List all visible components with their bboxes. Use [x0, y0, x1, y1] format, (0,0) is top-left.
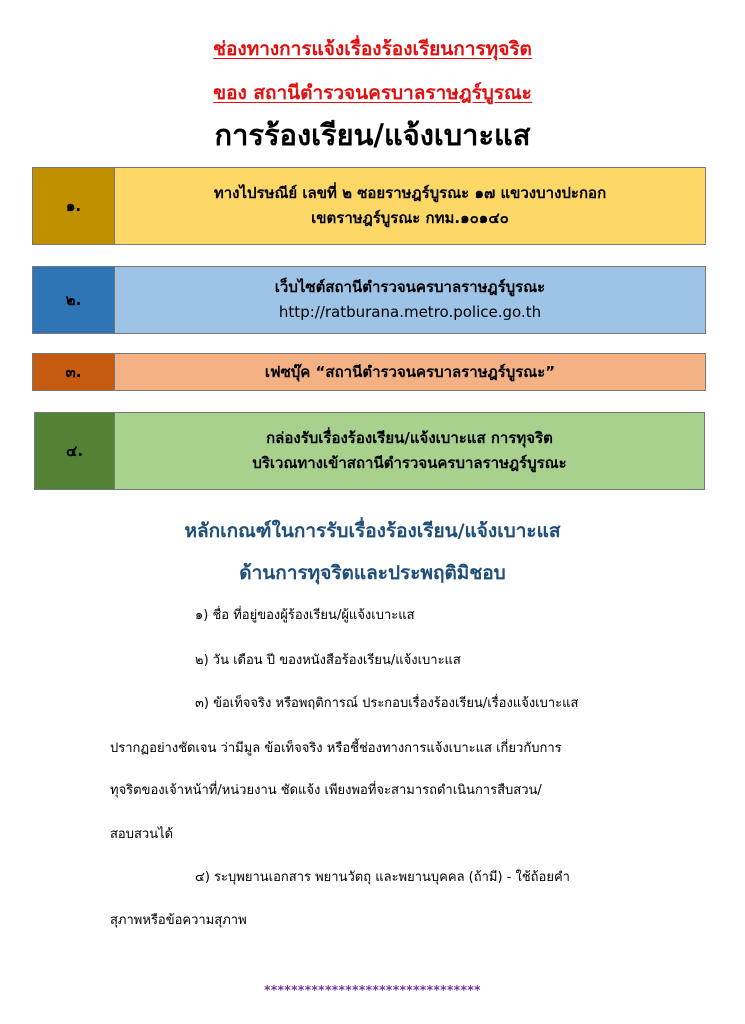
- website-url[interactable]: http://ratburana.metro.police.go.th: [278, 303, 542, 321]
- document-subtitle: การร้องเรียน/แจ้งเบาะแส: [214, 118, 531, 152]
- channel-text: [115, 267, 705, 333]
- criteria-item-3-cont: ปรากฏอย่างชัดเจน ว่ามีมูล ข้อเท็จจริง หรือชี้ช่องทางการแจ้งเบาะแส เกี่ยวกับการ: [110, 741, 562, 756]
- criteria-item-4: ๔) ระบุพยานเอกสาร พยานวัตถุ และพยานบุคคล (ถ้ามี) - ใช้ถ้อยคำ: [195, 870, 570, 885]
- channel-row-facebook: [32, 353, 706, 391]
- criteria-item-3-cont: ทุจริตของเจ้าหน้าที่/หน่วยงาน ชัดแจ้ง เพียงพอที่จะสามารถดำเนินการสืบสวน/: [110, 783, 542, 798]
- channel-number: ๓.: [33, 354, 115, 390]
- channel-text: [115, 168, 705, 244]
- channel-line: กล่องรับเรื่องร้องเรียน/แจ้งเบาะแส การทุจริต: [266, 429, 553, 447]
- channel-text: [115, 413, 704, 489]
- channel-row-website: [32, 266, 706, 334]
- document-title-line2: ของ สถานีตำรวจนครบาลราษฎร์บูรณะ: [213, 82, 532, 104]
- channel-line: เขตราษฎร์บูรณะ กทม.๑๐๑๔๐: [311, 209, 509, 227]
- criteria-item-3-cont: สอบสวนได้: [110, 827, 174, 842]
- criteria-item-2: ๒) วัน เดือน ปี ของหนังสือร้องเรียน/แจ้งเบาะแส: [195, 653, 461, 668]
- channel-line: เว็บไซต์สถานีตำรวจนครบาลราษฎร์บูรณะ: [274, 278, 546, 296]
- channel-number: ๔.: [35, 413, 115, 489]
- channel-row-complaint-box: [34, 412, 705, 490]
- channel-line: บริเวณทางเข้าสถานีตำรวจนครบาลราษฎร์บูรณะ: [252, 454, 567, 472]
- channel-text: [115, 354, 705, 390]
- channel-row-post: [32, 167, 706, 245]
- criteria-item-3: ๓) ข้อเท็จจริง หรือพฤติการณ์ ประกอบเรื่องร้องเรียน/เรื่องแจ้งเบาะแส: [195, 696, 579, 711]
- criteria-heading-line1: หลักเกณฑ์ในการรับเรื่องร้องเรียน/แจ้งเบาะแส: [184, 520, 561, 542]
- channel-number: ๑.: [33, 168, 115, 244]
- channel-line: ทางไปรษณีย์ เลขที่ ๒ ซอยราษฎร์บูรณะ ๑๗ แขวงบางปะกอก: [213, 184, 607, 202]
- criteria-item-4-cont: สุภาพหรือข้อความสุภาพ: [110, 913, 247, 928]
- footer-stars: ********************************: [264, 983, 481, 997]
- channel-line: เฟซบุ๊ค “สถานีตำรวจนครบาลราษฎร์บูรณะ”: [264, 362, 556, 381]
- document-title-line1: ช่องทางการแจ้งเรื่องร้องเรียนการทุจริต: [213, 38, 532, 60]
- criteria-item-1: ๑) ชื่อ ที่อยู่ของผู้ร้องเรียน/ผู้แจ้งเบาะแส: [195, 608, 415, 623]
- channel-number: ๒.: [33, 267, 115, 333]
- criteria-heading-line2: ด้านการทุจริตและประพฤติมิชอบ: [239, 562, 506, 584]
